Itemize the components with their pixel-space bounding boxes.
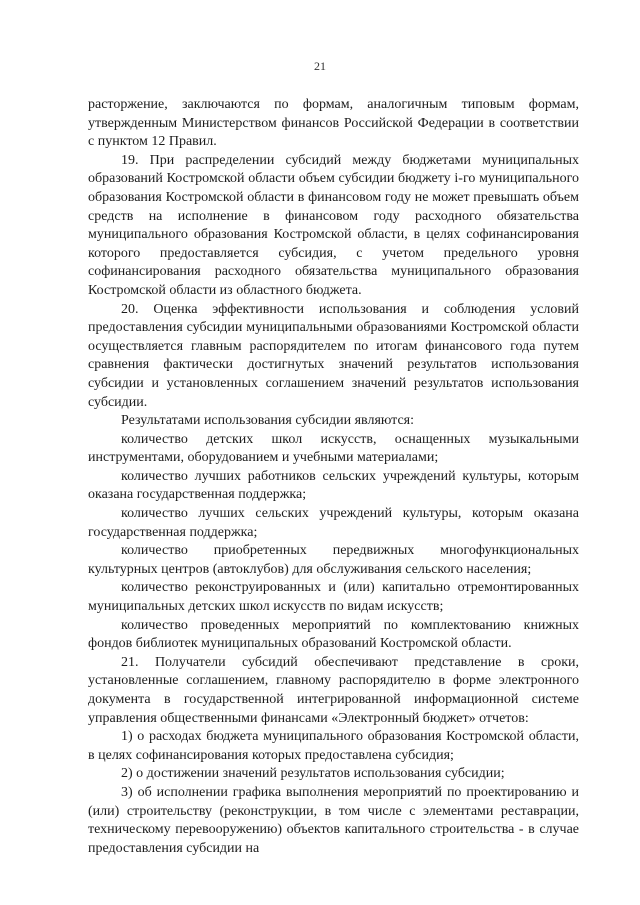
paragraph: 1) о расходах бюджета муниципального образования Костромской области, в целях софинансирования которых предоставлена субсидия; [88, 729, 579, 763]
paragraph: 2) о достижении значений результатов использования субсидии; [121, 766, 505, 782]
document-body [88, 96, 579, 858]
paragraph: количество реконструированных и (или) капитально отремонтированных муниципальных детских школ искусств по видам искусств; [88, 580, 579, 615]
page-number: 21 [314, 59, 326, 73]
paragraph: 21. Получатели субсидий обеспечивают представление в сроки, установленные соглашением, главному распорядителю в форме электронного документа в государственной интегрированной информационной системе управления общественными финансами «Электронный бюджет» отчетов: [88, 654, 579, 726]
paragraph: количество приобретенных передвижных многофункциональных культурных центров (автоклубов) для обслуживания сельского населения; [88, 543, 579, 577]
paragraph: количество лучших работников сельских учреждений культуры, которым оказана государственная поддержка; [88, 468, 579, 503]
paragraph: количество лучших сельских учреждений культуры, которым оказана государственная поддержка; [88, 506, 579, 540]
paragraph: расторжение, заключаются по формам, аналогичным типовым формам, утвержденным Министерством финансов Российской Федерации в соответствии с пунктом 12 Правил. [88, 97, 579, 150]
paragraph: количество проведенных мероприятий по комплектованию книжных фондов библиотек муниципальных образований Костромской области. [88, 617, 579, 652]
paragraph: 19. При распределении субсидий между бюджетами муниципальных образований Костромской области объем субсидии бюджету i-го муниципального образования Костромской области в финансовом году не может превышать объем средств на исполнение в финансовом году расходного обязательства муниципального образования Костромской области, в целях софинансирования которого предоставляется субсидия, с учетом предельного уровня софинансирования расходного обязательства муниципального образования Костромской области из областного бюджета. [88, 152, 579, 298]
paragraph: 3) об исполнении графика выполнения мероприятий по проектированию и (или) строительству (реконструкции, в том числе с элементами реставрации, техническому перевооружению) объектов капитального строительства - в случае предоставления субсидии на [88, 784, 579, 856]
paragraph: количество детских школ искусств, оснащенных музыкальными инструментами, оборудованием и учебными материалами; [88, 431, 579, 466]
paragraph: Результатами использования субсидии являются: [121, 413, 415, 429]
paragraph: 20. Оценка эффективности использования и соблюдения условий предоставления субсидии муниципальными образованиями Костромской области осуществляется главным распорядителем по итогам финансового года путем сравнения фактически достигнутых значений результатов использования субсидии и установленных соглашением значений результатов использования субсидии. [88, 301, 579, 410]
